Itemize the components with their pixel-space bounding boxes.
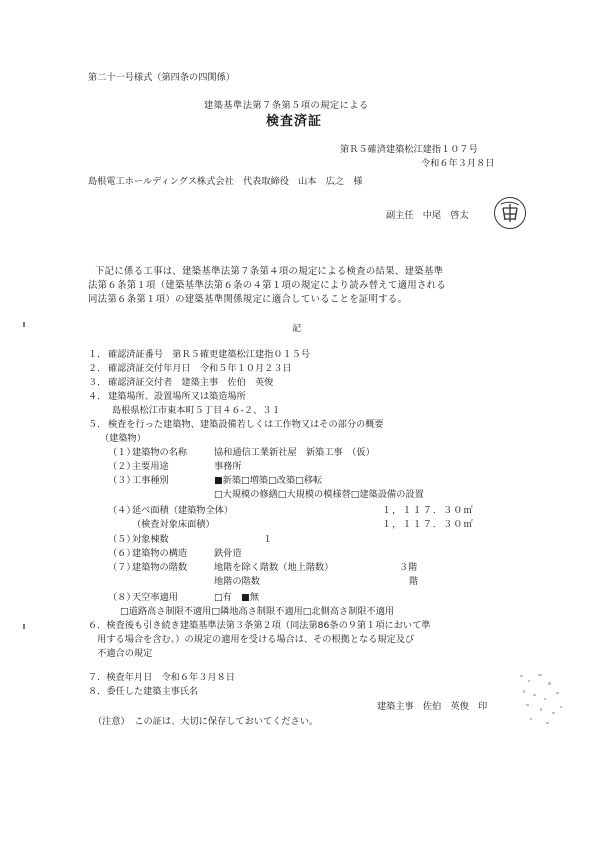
item-number: ５． xyxy=(88,419,107,430)
sub-item-label: 天空率適用 xyxy=(132,592,178,603)
sub-item-value: 協和通信工業新社屋 新築工事 （仮） xyxy=(214,447,375,458)
sub-item-label: 延べ面積（建築物全体） xyxy=(132,505,234,516)
sub-item-value: 鉄骨造 xyxy=(214,548,242,559)
sub-item-value: 地階を除く階数（地上階数） xyxy=(214,562,334,573)
item-8-delegated-official: ８．委任した建築主事氏名 xyxy=(88,686,199,697)
sub-item-number: （１） xyxy=(108,447,136,458)
item-6-line-3: 不適合の規定 xyxy=(88,648,153,659)
sub-item-label: （検査対象床面積） xyxy=(132,519,215,530)
sub-item-number: （３） xyxy=(108,475,136,486)
issue-date: 令和６年３月８日 xyxy=(421,158,495,169)
item-text: 検査を行った建築物、建築設備若しくは工作物又はその部分の概要 xyxy=(108,419,384,430)
sub-item-label: 対象棟数 xyxy=(132,534,169,545)
sub-item-number: （７） xyxy=(108,562,136,573)
item-text: 確認済証交付者 建築主事 佐伯 英俊 xyxy=(108,377,274,388)
sub-item-number: （４） xyxy=(108,505,136,516)
scan-speck xyxy=(23,322,25,327)
item-number: ４． xyxy=(88,391,107,402)
item-6-line-1: ６．検査後も引き続き建築基準法第３条第２項（同法第86条の９第１項において準 xyxy=(88,620,431,631)
sub-item-number: （２） xyxy=(108,461,136,472)
page-title: 検査済証 xyxy=(266,114,323,129)
item-text: 確認済証交付年月日 令和５年１０月２３日 xyxy=(108,363,292,374)
sub-item-number: （５） xyxy=(108,534,136,545)
sub-item-number: （８） xyxy=(108,592,136,603)
certification-text-line-2: 法第６条第１項（建築基準法第６条の４第１項の規定により読み替えて適用される xyxy=(88,280,446,291)
item-6-line-2: 用する場合を含む。）の規定の適用を受ける場合は、その根拠となる規定及び xyxy=(88,634,415,645)
item-number: １． xyxy=(88,349,107,360)
sub-item-value: □道路高さ制限不適用□隣地高さ制限不適用□北側高さ制限不適用 xyxy=(120,606,395,617)
sub-item-label: 工事種別 xyxy=(132,475,169,486)
official-signature: 建築主事 佐伯 英俊 印 xyxy=(377,701,488,712)
item-number: ３． xyxy=(88,377,107,388)
item-text: 建築場所、設置場所又は築造場所 xyxy=(108,391,246,402)
item-text: 確認済証番号 第Ｒ５確更建築松江建指０１５号 xyxy=(108,349,311,360)
sub-item-value: ■新築□増築□改築□移転 xyxy=(214,475,323,486)
seal-stamp-icon xyxy=(494,197,526,229)
item-text: 島根県松江市東本町５丁目４６-２、３１ xyxy=(112,405,281,416)
ki-heading: 記 xyxy=(292,323,302,334)
sub-item-value: 事務所 xyxy=(214,461,242,472)
floors-below-ground: 階 xyxy=(409,576,419,587)
issuer-name: 副主任 中尾 啓太 xyxy=(386,210,469,221)
addressee: 島根電工ホールディングス株式会社 代表取締役 山本 広之 様 xyxy=(88,176,363,187)
certification-text-line-1: 下記に係る工事は、建築基準法第７条第４項の規定による検査の結果、建築基準 xyxy=(95,266,444,277)
sub-item-value: 地階の階数 xyxy=(214,576,260,587)
sub-item-value: １，１１７．３０㎡ xyxy=(382,519,474,530)
sub-item-value: □大規模の修繕□大規模の模様替□建築設備の設置 xyxy=(214,489,424,500)
item-number: ２． xyxy=(88,363,107,374)
sub-item-number: （６） xyxy=(108,548,136,559)
form-number: 第二十一号様式（第四条の四関係） xyxy=(88,72,235,83)
sub-item-value: １ xyxy=(263,534,273,545)
sub-item-value: １，１１７．３０㎡ xyxy=(382,505,474,516)
scan-speck xyxy=(23,624,25,629)
certification-text-line-3: 同法第６条第１項）の建築基準関係規定に適合していることを証明する。 xyxy=(88,294,408,305)
sub-item-label: 建築物の階数 xyxy=(132,562,188,573)
header-subtitle: 建築基準法第７条第５項の規定による xyxy=(204,100,369,111)
sub-item-label: 建築物の構造 xyxy=(132,548,188,559)
document-number: 第Ｒ５確済建築松江建指１０７号 xyxy=(340,144,478,155)
floors-above-ground: ３階 xyxy=(399,562,418,573)
sub-item-label: 主要用途 xyxy=(132,461,169,472)
item-7-inspection-date: ７．検査年月日 令和６年３月８日 xyxy=(88,672,235,683)
scan-noise xyxy=(518,672,568,727)
notice-text: （注意） この証は、大切に保存しておいてください。 xyxy=(93,716,319,727)
sub-item-label: 建築物の名称 xyxy=(132,447,188,458)
sub-item-value: □有 ■無 xyxy=(214,592,259,603)
building-label: （建築物） xyxy=(100,433,146,444)
